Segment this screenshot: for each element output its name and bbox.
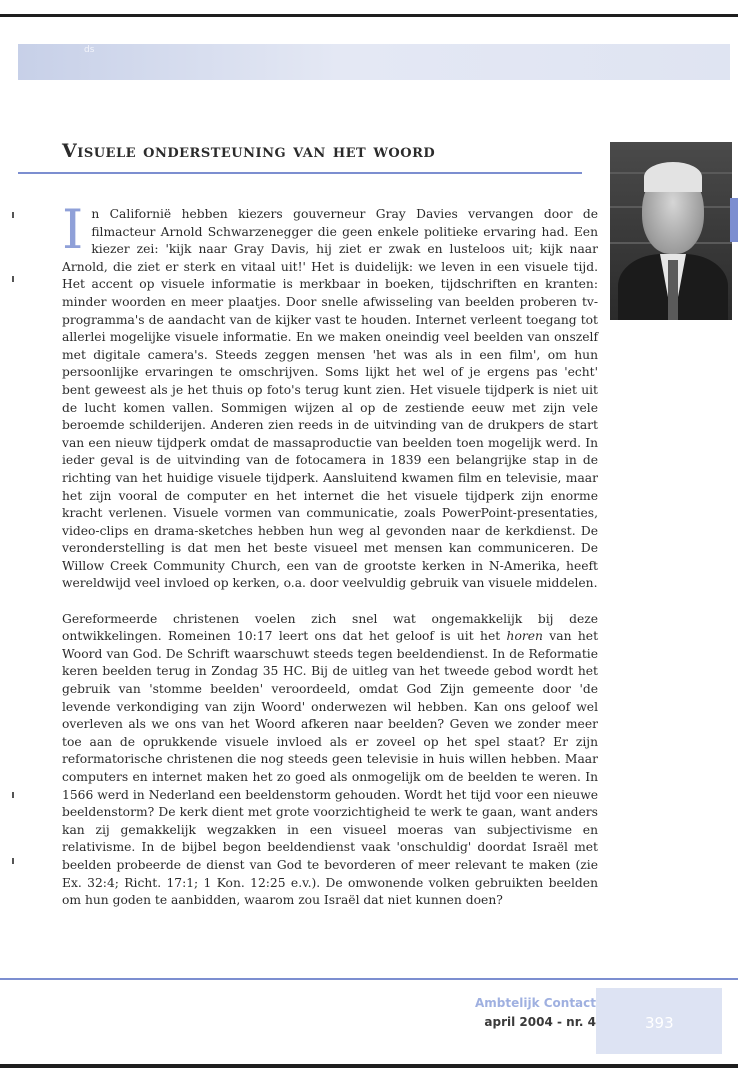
author-photo <box>610 142 732 320</box>
photo-tie <box>668 260 678 320</box>
dropcap: I <box>62 198 84 261</box>
bottom-rule <box>0 978 738 980</box>
photo-hair <box>644 162 702 192</box>
page-number: 393 <box>645 1014 674 1032</box>
bottom-edge <box>0 1064 738 1068</box>
margin-mark <box>12 276 14 282</box>
article-title: Visuele ondersteuning van het woord <box>62 140 436 162</box>
paragraph-2-text-b: van het Woord van God. De Schrift waarschuwt steeds tegen beeldendienst. In de Reformatie keren beelden terug in Zondag 35 HC. Bij de uitleg van het tweede gebod wordt het gebruik van 'stomme beelden' veroordeeld, omdat God Zijn gemeente door 'de levende verkondiging van zijn Woord' onderwezen wil hebben. Kan ons geloof wel overleven als we ons van het Woord afkeren naar beelden? Geven we zonder meer toe aan de oprukkende visuele invloed als er zoveel op het spel staat? Er zijn reformatorische christenen die nog steeds geen televisie in huis willen hebben. Maar computers en internet maken het zo goed als onmogelijk om de beelden te weren. In 1566 werd in Nederland een beeldenstorm gehouden. Wordt het tijd voor een nieuwe beeldenstorm? De kerk dient met grote voorzichtigheid te werk te gaan, want anders kan zij gemakkelijk wegzakken in een visueel moeras van subjectivisme en relativisme. In de bijbel begon beeldendienst vaak 'onschuldig' doordat Israël met beelden probeerde de dienst van God te bevorderen of meer relevant te maken (zie Ex. 32:4; Richt. 17:1; 1 Kon. 12:25 e.v.). De omwonende volken gebruikten beelden om hun goden te aanbidden, waarom zou Israël dat niet kunnen doen? <box>62 629 599 908</box>
issue-date: april 2004 - nr. 4 <box>484 1015 596 1029</box>
top-rule <box>0 14 738 17</box>
magazine-name: Ambtelijk Contact <box>474 996 596 1010</box>
article-paragraph-1 <box>62 198 598 593</box>
paragraph-2-text-a: Gereformeerde christenen voelen zich snel wat ongemakkelijk bij deze ontwikkelingen. Romeinen 10:17 leert ons dat het geloof is uit het <box>62 611 598 644</box>
header-band <box>18 44 730 80</box>
article-paragraph-2 <box>62 611 598 910</box>
title-rule <box>18 172 582 174</box>
margin-mark <box>12 858 14 864</box>
header-band-label: ds <box>84 45 95 55</box>
margin-mark <box>12 792 14 798</box>
article-body <box>62 198 599 927</box>
paragraph-1-text: n Californië hebben kiezers gouverneur Gray Davies vervangen door de filmacteur Arnold Schwarzenegger die geen enkele politieke ervaring had. Een kiezer zei: 'kijk naar Gray Davis, hij ziet er zwak en lusteloos uit; kijk naar Arnold, die ziet er sterk en vitaal uit!' Het is duidelijk: we leven in een visuele tijd. Het accent op visuele informatie is merkbaar in boeken, tijdschriften en kranten: minder woorden en meer plaatjes. Door snelle afwisseling van beelden proberen tv-programma's de aandacht van de kijker vast te houden. Internet verleent toegang tot allerlei mogelijke visuele informatie. En we maken oneindig veel beelden van onszelf met digitale camera's. Steeds zeggen mensen 'het was als in een film', om hun persoonlijke ervaringen te omschrijven. Soms lijkt het wel of je ergens pas 'echt' bent geweest als je het thuis op foto's terug kunt zien. Het visuele tijdperk is niet uit de lucht komen vallen. Sommigen wijzen al op de zestiende eeuw met zijn vele beroemde schilderijen. Anderen zien reeds in de uitvinding van de drukpers de start van een nieuw tijdperk omdat de massaproductie van beelden toen mogelijk werd. In ieder geval is de uitvinding van de fotocamera in 1839 een belangrijke stap in de richting van het huidige visuele tijdperk. Aansluitend kwamen film en televisie, maar het zijn vooral de computer en het internet die het visuele tijdperk zijn enorme kracht verlenen. Visuele vormen van communicatie, zoals PowerPoint-presentaties, video-clips en drama-sketches hebben hun weg al gevonden naar de kerkdienst. De veronderstelling is dat men het beste visueel met mensen kan communiceren. De Willow Creek Community Church, een van de grootste kerken in N-Amerika, heeft wereldwijd veel invloed op kerken, o.a. door veelvuldig gebruik van visuele middelen. <box>62 207 598 591</box>
margin-tab <box>730 198 738 242</box>
paragraph-2-emphasis: horen <box>506 629 543 644</box>
margin-mark <box>12 212 14 218</box>
